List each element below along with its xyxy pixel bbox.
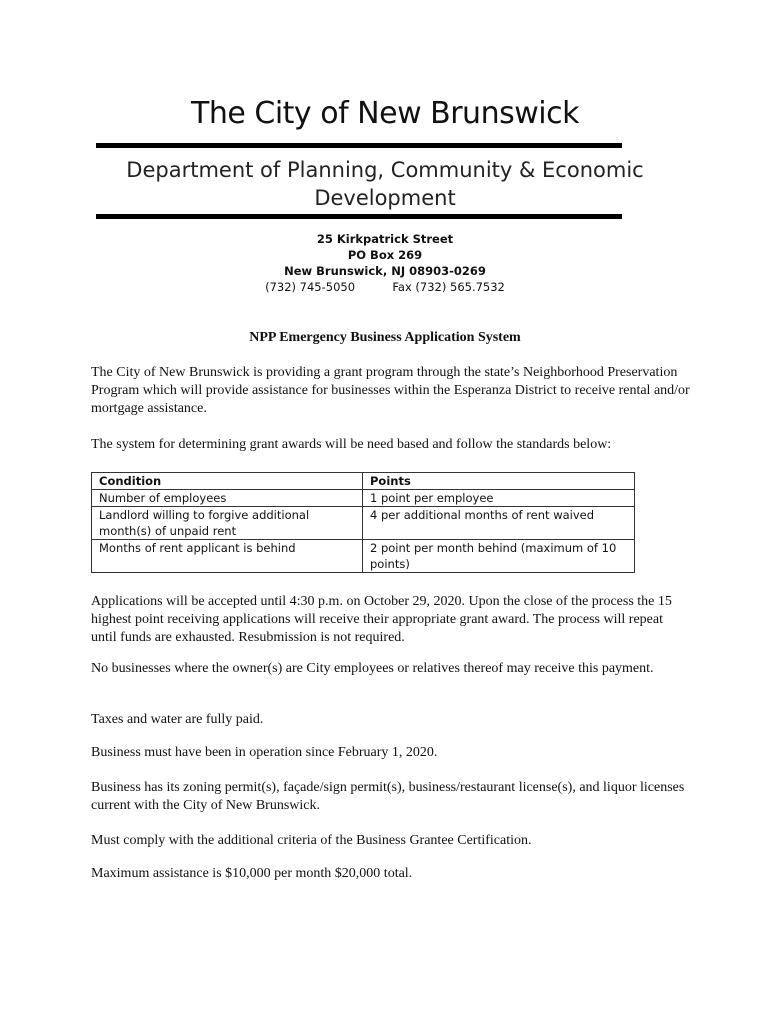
certification-paragraph: Must comply with the additional criteria of the Business Grantee Certification.	[91, 833, 532, 848]
taxes-paragraph: Taxes and water are fully paid.	[91, 712, 264, 727]
operation-paragraph: Business must have been in operation since February 1, 2020.	[91, 745, 438, 760]
eligibility-paragraph: No businesses where the owner(s) are City employees or relatives thereof may receive this payment.	[91, 661, 654, 676]
table-row	[92, 490, 635, 507]
column-header-condition: Condition	[92, 473, 363, 490]
table-row	[92, 540, 635, 573]
table-cell: Landlord willing to forgive additional month(s) of unpaid rent	[92, 507, 363, 540]
bottom-rule	[96, 214, 622, 219]
table-cell: 4 per additional months of rent waived	[363, 507, 635, 540]
table-cell: Months of rent applicant is behind	[92, 540, 363, 573]
maximum-assistance-paragraph: Maximum assistance is $10,000 per month $20,000 total.	[91, 866, 413, 881]
permits-paragraph: Business has its zoning permit(s), façade/sign permit(s), business/restaurant license(s), and liquor licenses current with the City of New Brunswick.	[91, 780, 685, 813]
standards-intro: The system for determining grant awards will be need based and follow the standards below:	[91, 437, 612, 452]
table-cell: 2 point per month behind (maximum of 10 points)	[363, 540, 635, 573]
address-street: 25 Kirkpatrick Street	[316, 232, 454, 246]
table-cell: 1 point per employee	[363, 490, 635, 507]
standards-table	[91, 472, 635, 573]
table-header-row	[92, 473, 635, 490]
department-name: Department of Planning, Community & Economic Development	[126, 158, 644, 210]
fax-number: Fax (732) 565.7532	[392, 280, 505, 294]
address-po-box: PO Box 269	[347, 248, 423, 262]
top-rule	[96, 143, 622, 148]
deadline-paragraph: Applications will be accepted until 4:30 p.m. on October 29, 2020. Upon the close of the process the 15 highest point receiving applications will receive their appropriate grant award. The process will repeat until funds are exhausted. Resubmission is not required.	[91, 594, 672, 645]
intro-paragraph: The City of New Brunswick is providing a grant program through the state’s Neighborhood Preservation Program which will provide assistance for businesses within the Esperanza District to receive rental and/or mortgage assistance.	[91, 365, 690, 416]
table-cell: Number of employees	[92, 490, 363, 507]
address-block	[0, 231, 770, 295]
section-heading: NPP Emergency Business Application System	[249, 330, 521, 345]
phone-number: (732) 745-5050	[265, 280, 356, 294]
column-header-points: Points	[363, 473, 635, 490]
contact-line	[0, 279, 770, 295]
page-title: The City of New Brunswick	[191, 96, 579, 131]
address-city: New Brunswick, NJ 08903-0269	[284, 264, 486, 278]
table-row	[92, 507, 635, 540]
